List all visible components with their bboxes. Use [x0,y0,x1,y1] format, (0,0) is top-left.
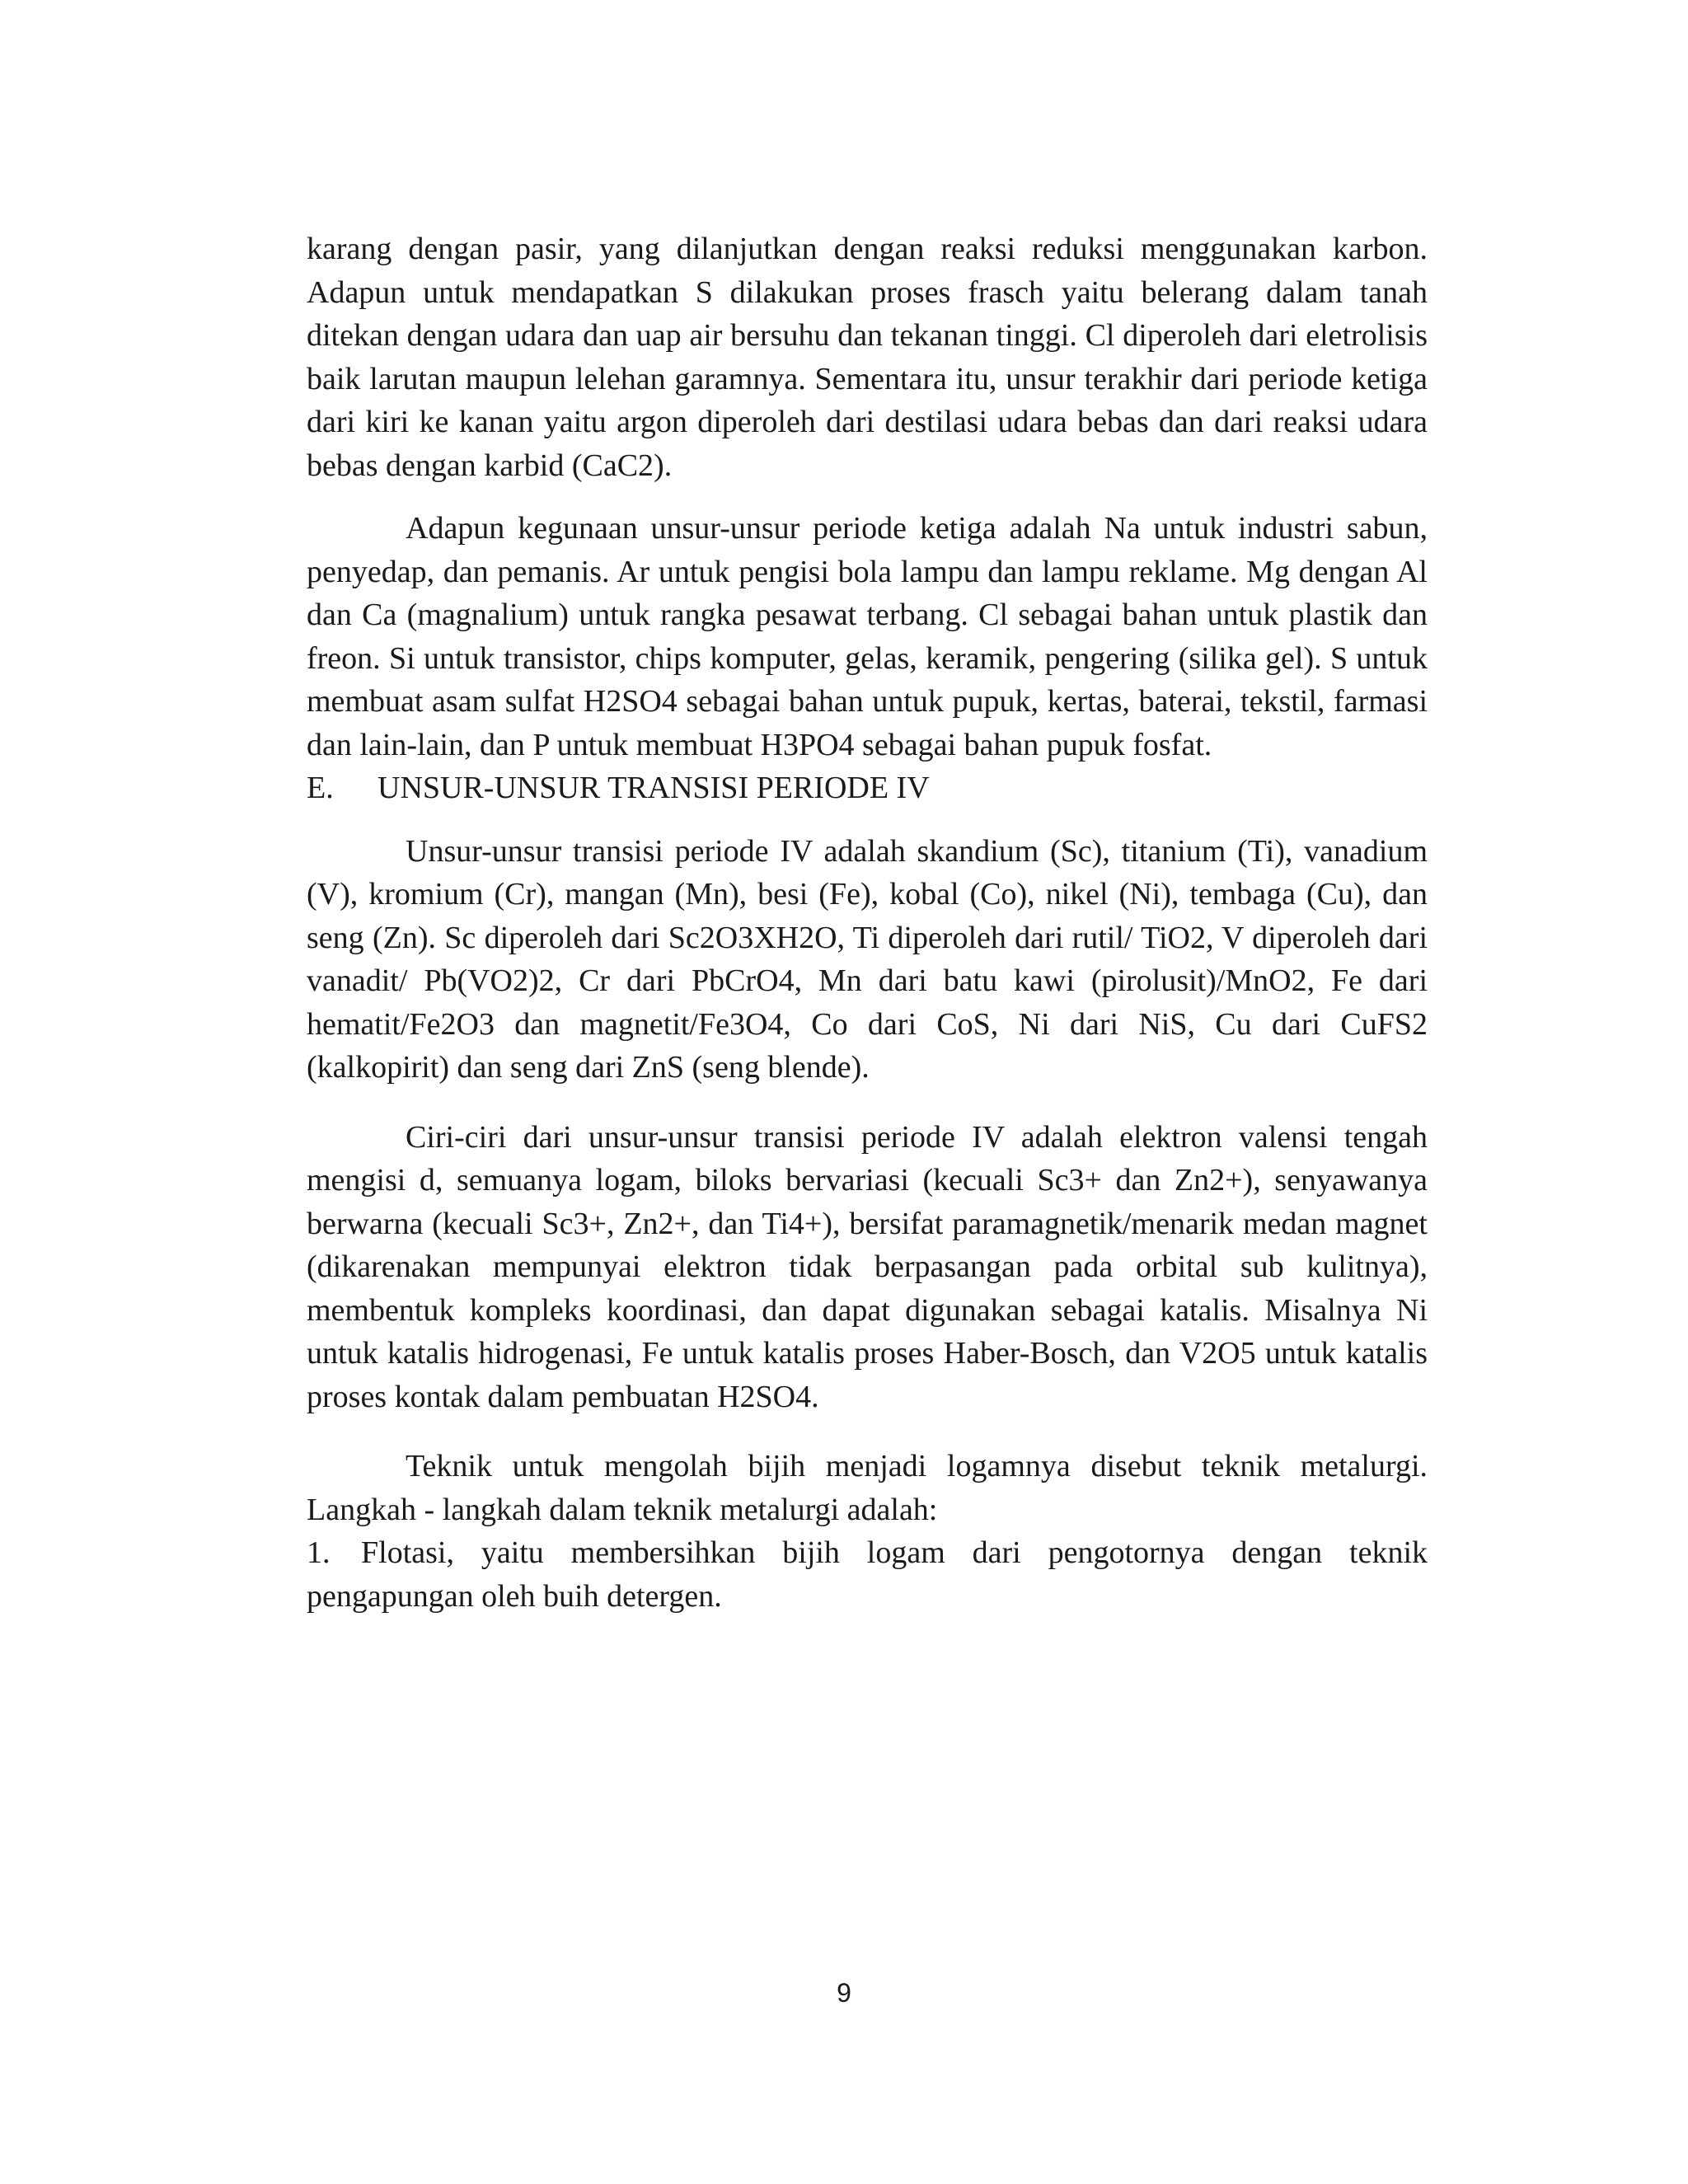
paragraph-metallurgy-intro: Teknik untuk mengolah bijih menjadi logamnya disebut teknik metalurgi. Langkah - langkah dalam teknik metalurgi adalah: [307,1449,1428,1527]
paragraph-characteristics: Ciri-ciri dari unsur-unsur transisi periode IV adalah elektron valensi tengah mengisi d, semuanya logam, biloks bervariasi (kecuali Sc3+ dan Zn2+), senyawanya berwarna (kecuali Sc3+, Zn2+, dan Ti4+), bersifat paramagnetik/menarik medan magnet (dikarenakan mempunyai elektron tidak berpasangan pada orbital sub kulitnya), membentuk kompleks koordinasi, dan dapat digunakan sebagai katalis. Misalnya Ni untuk katalis hidrogenasi, Fe untuk katalis proses Haber-Bosch, dan V2O5 untuk katalis proses kontak dalam pembuatan H2SO4. [307,1119,1428,1414]
page-body [307,227,1428,1618]
list-item-text: Flotasi, yaitu membersihkan bijih logam dari pengotornya dengan teknik pengapungan oleh buih detergen. [307,1535,1428,1614]
paragraph-production-methods: karang dengan pasir, yang dilanjutkan dengan reaksi reduksi menggunakan karbon. Adapun untuk mendapatkan S dilakukan proses frasch yaitu belerang dalam tanah ditekan dengan udara dan uap air bersuhu dan tekanan tinggi. Cl diperoleh dari eletrolisis baik larutan maupun lelehan garamnya. Sementara itu, unsur terakhir dari periode ketiga dari kiri ke kanan yaitu argon diperoleh dari destilasi udara bebas dan dari reaksi udara bebas dengan karbid (CaC2). [307,232,1428,483]
page-number: 9 [837,1978,851,2008]
paragraph-uses-period-three: Adapun kegunaan unsur-unsur periode ketiga adalah Na untuk industri sabun, penyedap, dan pemanis. Ar untuk pengisi bola lampu dan lampu reklame. Mg dengan Al dan Ca (magnalium) untuk rangka pesawat terbang. Cl sebagai bahan untuk plastik dan freon. Si untuk transistor, chips komputer, gelas, keramik, pengering (silika gel). S untuk membuat asam sulfat H2SO4 sebagai bahan untuk pupuk, kertas, baterai, tekstil, farmasi dan lain-lain, dan P untuk membuat H3PO4 sebagai bahan pupuk fosfat. [307,511,1428,762]
section-title: UNSUR-UNSUR TRANSISI PERIODE IV [377,771,930,805]
list-item-number: 1. [307,1535,331,1570]
section-heading [307,766,1428,810]
paragraph-transition-elements: Unsur-unsur transisi periode IV adalah skandium (Sc), titanium (Ti), vanadium (V), kromium (Cr), mangan (Mn), besi (Fe), kobal (Co), nikel (Ni), tembaga (Cu), dan seng (Zn). Sc diperoleh dari Sc2O3XH2O, Ti diperoleh dari rutil/ TiO2, V diperoleh dari vanadit/ Pb(VO2)2, Cr dari PbCrO4, Mn dari batu kawi (pirolusit)/MnO2, Fe dari hematit/Fe2O3 dan magnetit/Fe3O4, Co dari CoS, Ni dari NiS, Cu dari CuFS2 (kalkopirit) dan seng dari ZnS (seng blende). [307,833,1428,1085]
section-letter: E. [307,771,334,805]
list-item [307,1531,1428,1618]
